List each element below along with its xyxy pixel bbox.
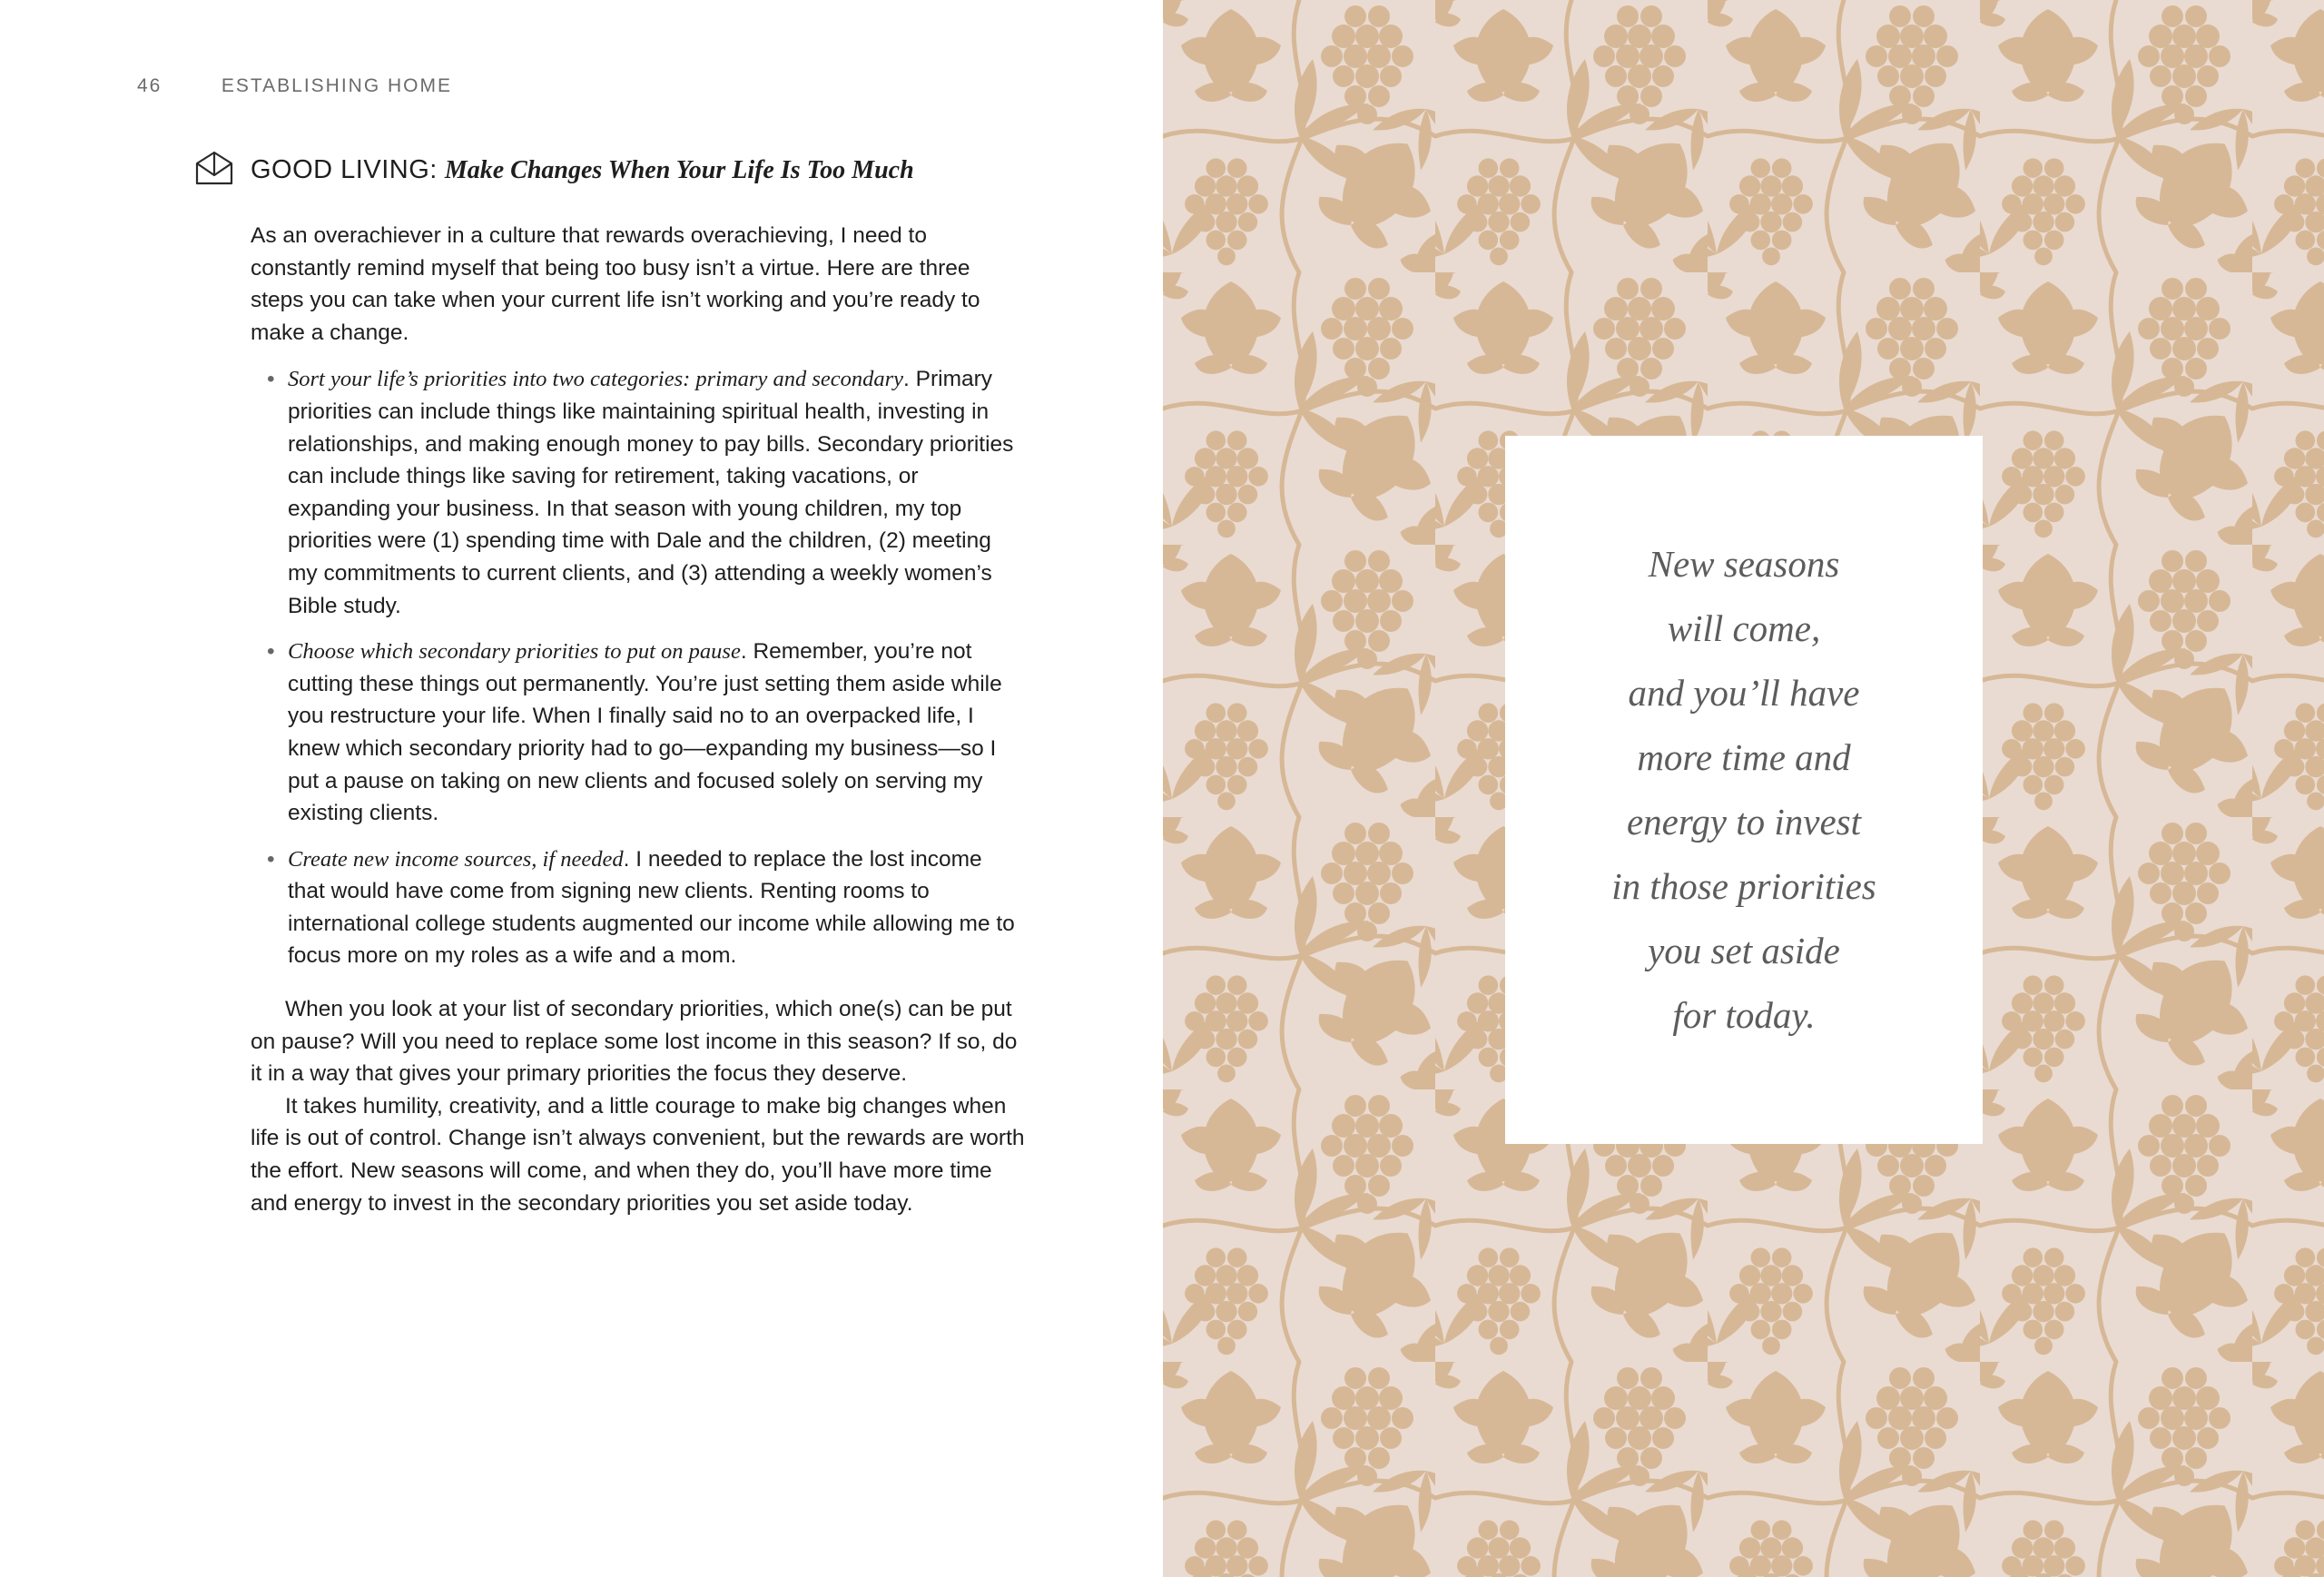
right-page (1163, 0, 2324, 1577)
quote-line: will come, (1667, 607, 1821, 649)
list-item-text: . Remember, you’re not cutting these things out permanently. You’re just setting them aside while you restructure your life. When I finally said no to an overpacked life, I knew which secondary priority had to go—expanding my business—so I put a pause on taking on new clients and focused solely on serving my existing clients. (288, 639, 1002, 826)
running-head (137, 75, 452, 97)
list-item (288, 636, 1027, 830)
body-text (251, 220, 1027, 1219)
list-item (288, 843, 1027, 972)
quote-line: you set aside (1648, 930, 1840, 971)
list-item-lead: Sort your life’s priorities into two categories: primary and secondary (288, 367, 904, 392)
quote-line: more time and (1637, 736, 1851, 778)
list-item-text: . Primary priorities can include things like maintaining spiritual health, investing in relationships, and making enough money to pay bills. Secondary priorities can include things like saving for retirement, taking vacations, or expanding your business. In that season with young children, my top priorities were (1) spending time with Dale and the children, (2) meeting my commitments to current clients, and (3) attending a weekly women’s Bible study. (288, 367, 1014, 618)
pull-quote (1611, 532, 1876, 1048)
quote-line: for today. (1672, 994, 1816, 1036)
heading-label: GOOD LIVING: (251, 155, 438, 184)
quote-line: and you’ll have (1628, 672, 1860, 714)
list-item-text: . I needed to replace the lost income that would have come from signing new clients. Renting rooms to international college students augmented our income while allowing me to focus more on my roles as a wife and a mom. (288, 846, 1015, 969)
steps-list (251, 363, 1027, 972)
list-item (288, 363, 1027, 622)
quote-line: in those priorities (1611, 865, 1876, 907)
section-title: ESTABLISHING HOME (221, 75, 452, 96)
quote-line: New seasons (1648, 543, 1840, 585)
body-paragraph: It takes humility, creativity, and a little courage to make big changes when life is out of control. Change isn’t always convenient, but the rewards are worth the effort. New seasons will come, and when they do, you’ll have more time and energy to invest in the secondary priorities you set aside today. (251, 1093, 1025, 1216)
page-number: 46 (137, 75, 162, 96)
list-item-lead: Choose which secondary priorities to put on pause (288, 639, 741, 665)
heading-text (251, 155, 914, 185)
pull-quote-card (1505, 436, 1983, 1144)
list-item-lead: Create new income sources, if needed (288, 846, 624, 872)
heading-subtitle: Make Changes When Your Life Is Too Much (444, 156, 914, 184)
quote-line: energy to invest (1626, 801, 1862, 843)
body-paragraph: When you look at your list of secondary priorities, which one(s) can be put on pause? Will you need to replace some lost income in this season? If so, do it in a way that gives your primary priorities the focus they deserve. (251, 997, 1018, 1087)
house-outline-icon (194, 150, 234, 186)
intro-paragraph: As an overachiever in a culture that rewards overachieving, I need to constantly remind myself that being too busy isn’t a virtue. Here are three steps you can take when your current life isn’t working and you’re ready to make a change. (251, 223, 980, 345)
